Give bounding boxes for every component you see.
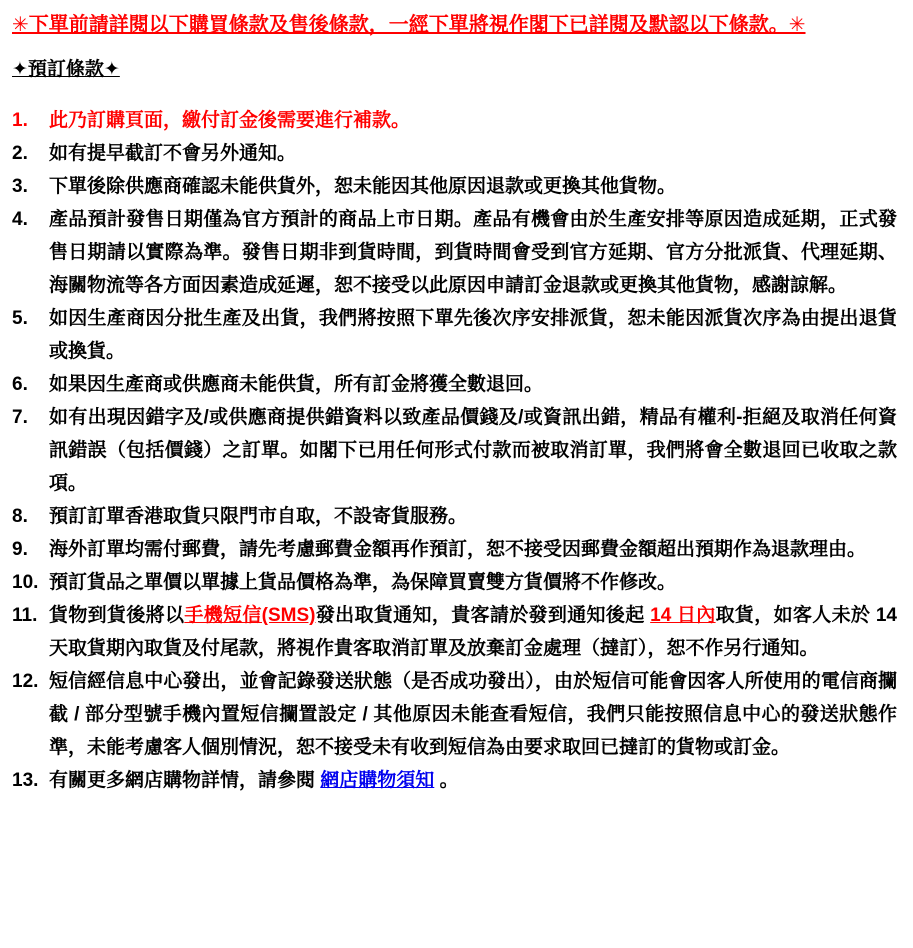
page-title: ✳下單前請詳閱以下購買條款及售後條款，一經下單將視作閣下已詳閱及默認以下條款。✳: [12, 14, 806, 36]
term-number: 9.: [12, 539, 28, 560]
term-text: 下單後除供應商確認未能供貨外，恕未能因其他原因退款或更換其他貨物。: [49, 176, 677, 197]
term-text-segment: 有關更多網店購物詳情，請參閱: [49, 770, 321, 791]
term-number: 7.: [12, 407, 28, 428]
pickup-deadline-highlight: 14 日內: [650, 605, 716, 626]
sms-notice-highlight: 手機短信(SMS): [184, 605, 316, 626]
term-text: 產品預計發售日期僅為官方預計的商品上市日期。產品有機會由於生產安排等原因造成延期，正式發售日期請以實際為準。發售日期非到貨時間，到貨時間會受到官方延期、官方分批派貨、代理延期、海關物流等各方面因素造成延遲，恕不接受以此原因申請訂金退款或更換其他貨物，感謝諒解。: [49, 209, 897, 296]
term-text: 如果因生產商或供應商未能供貨，所有訂金將獲全數退回。: [49, 374, 544, 395]
term-item-5: [12, 302, 897, 368]
term-number: 10.: [12, 572, 39, 593]
term-item-1: [12, 104, 897, 137]
term-text: 預訂訂單香港取貨只限門市自取，不設寄貨服務。: [49, 506, 468, 527]
term-text: 海外訂單均需付郵費，請先考慮郵費金額再作預訂，恕不接受因郵費金額超出預期作為退款理由。: [49, 539, 867, 560]
terms-list: [12, 104, 897, 797]
term-item-8: [12, 500, 897, 533]
term-item-11: [12, 599, 897, 665]
term-number: 5.: [12, 308, 28, 329]
term-text: 如有出現因錯字及/或供應商提供錯資料以致產品價錢及/或資訊出錯，精品有權利-拒絕及取消任何資訊錯誤（包括價錢）之訂單。如閣下已用任何形式付款而被取消訂單，我們將會全數退回已收取之款項。: [49, 407, 897, 494]
term-item-4: [12, 203, 897, 302]
term-item-12: [12, 665, 897, 764]
term-number: 1.: [12, 110, 28, 131]
term-number: 12.: [12, 671, 39, 692]
term-text-segment: 發出取貨通知，貴客請於發到通知後起: [315, 605, 651, 626]
term-number: 13.: [12, 770, 39, 791]
term-item-9: [12, 533, 897, 566]
term-text-segment: 。: [434, 770, 459, 791]
term-number: 2.: [12, 143, 28, 164]
term-text-segment: 取貨，如客人未於 14 天取貨期內取貨及付尾款，將視作貴客取消訂單及放棄訂金處理（撻訂），恕不作另行通知。: [49, 605, 897, 659]
term-number: 8.: [12, 506, 28, 527]
term-text: 如因生產商因分批生產及出貨，我們將按照下單先後次序安排派貨，恕未能因派貨次序為由提出退貨或換貨。: [49, 308, 897, 362]
term-item-7: [12, 401, 897, 500]
term-number: 11.: [12, 605, 38, 626]
term-text: [49, 599, 897, 665]
term-number: 4.: [12, 209, 28, 230]
term-text: 此乃訂購頁面，繳付訂金後需要進行補款。: [49, 110, 411, 131]
term-text: 短信經信息中心發出，並會記錄發送狀態（是否成功發出），由於短信可能會因客人所使用的電信商攔截 / 部分型號手機內置短信攔置設定 / 其他原因未能查看短信，我們只能按照信息中心的發送狀態作準，未能考慮客人個別情況，恕不接受未有收到短信為由要求取回已撻訂的貨物或訂金。: [49, 671, 897, 758]
term-number: 6.: [12, 374, 28, 395]
term-item-10: [12, 566, 897, 599]
term-item-3: [12, 170, 897, 203]
term-number: 3.: [12, 176, 28, 197]
term-text: 預訂貨品之單價以單據上貨品價格為準，為保障買賣雙方貨價將不作修改。: [49, 572, 677, 593]
term-text: [49, 764, 897, 797]
term-text: 如有提早截訂不會另外通知。: [49, 143, 297, 164]
section-header-preorder-terms: ✦預訂條款✦: [12, 59, 120, 80]
shop-guide-link[interactable]: 網店購物須知: [320, 770, 435, 791]
term-item-2: [12, 137, 897, 170]
term-item-6: [12, 368, 897, 401]
term-text-segment: 貨物到貨後將以: [49, 605, 185, 626]
term-item-13: [12, 764, 897, 797]
